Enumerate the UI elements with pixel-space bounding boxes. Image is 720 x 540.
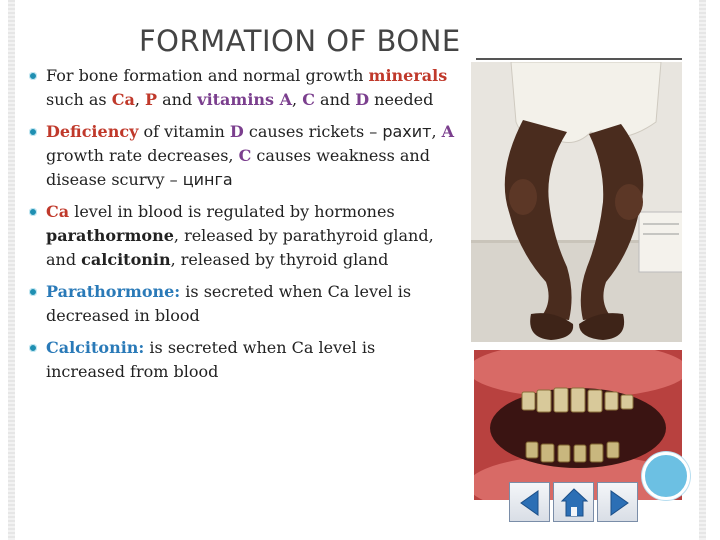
- bullet-item: [29, 336, 459, 384]
- title-underline: [476, 58, 682, 60]
- next-icon: [598, 483, 639, 523]
- bullet-icon: [29, 208, 37, 216]
- bullet-text: Ca level in blood is regulated by hormones parathormone, released by parathyroid gland, and calcitonin, released by thyroid gland: [46, 202, 434, 269]
- decorative-circle: [642, 452, 690, 500]
- home-button[interactable]: [553, 482, 594, 522]
- previous-icon: [510, 483, 551, 523]
- bullet-icon: [29, 288, 37, 296]
- bullet-icon: [29, 128, 37, 136]
- bullet-item: [29, 280, 459, 328]
- rickets-legs-photo: [471, 62, 682, 342]
- slide-title: FORMATION OF BONE: [139, 24, 461, 58]
- bullet-text: For bone formation and normal growth minerals such as Ca, P and vitamins A, C and D needed: [46, 66, 448, 109]
- bullet-item: [29, 64, 459, 112]
- bullet-icon: [29, 72, 37, 80]
- bullet-item: [29, 200, 459, 272]
- previous-button[interactable]: [509, 482, 550, 522]
- bullet-list: [29, 64, 459, 392]
- home-icon: [554, 483, 595, 523]
- bullet-text: Calcitonin: is secreted when Ca level is increased from blood: [46, 338, 376, 381]
- bullet-text: Deficiency of vitamin D causes rickets – рахит, A growth rate decreases, C causes weakness and disease scurvy – цинга: [46, 122, 455, 189]
- bullet-text: Parathormone: is secreted when Ca level is decreased in blood: [46, 282, 412, 325]
- slide-navigation: [509, 482, 641, 526]
- left-frame-border: [8, 0, 15, 540]
- next-button[interactable]: [597, 482, 638, 522]
- bullet-icon: [29, 344, 37, 352]
- bullet-item: [29, 120, 459, 192]
- right-frame-border: [699, 0, 706, 540]
- legs-illustration: [471, 62, 682, 342]
